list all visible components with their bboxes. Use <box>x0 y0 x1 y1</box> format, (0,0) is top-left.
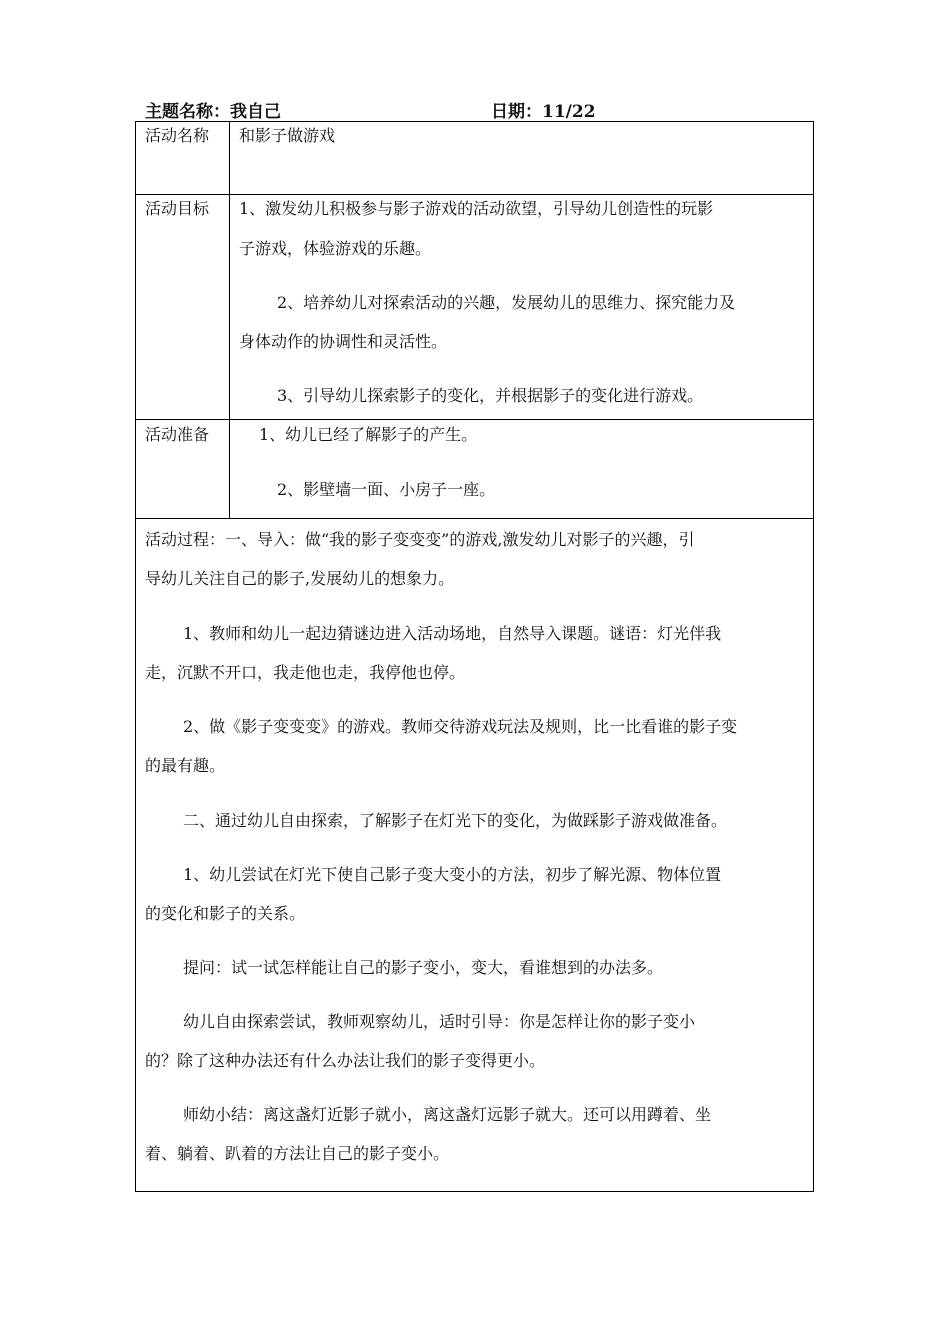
process-line: 提问：试一试怎样能让自己的影子变小，变大，看谁想到的办法多。 <box>183 958 664 977</box>
process-line: 二、通过幼儿自由探索，了解影子在灯光下的变化，为做踩影子游戏做准备。 <box>183 811 728 830</box>
prep-line: 1、幼儿已经了解影子的产生。 <box>259 425 478 444</box>
process-line: 幼儿自由探索尝试，教师观察幼儿，适时引导：你是怎样让你的影子变小 <box>183 1012 696 1031</box>
goal-line: 3、引导幼儿探索影子的变化，并根据影子的变化进行游戏。 <box>277 386 704 405</box>
topic-title: 主题名称：我自己 <box>145 102 281 122</box>
process-line: 1、教师和幼儿一起边猜谜边进入活动场地，自然导入课题。谜语：灯光伴我 <box>183 624 722 643</box>
process-line: 着、躺着、趴着的方法让自己的影子变小。 <box>145 1144 450 1163</box>
row-divider <box>136 518 813 519</box>
goal-line: 子游戏，体验游戏的乐趣。 <box>239 239 432 258</box>
goals-label: 活动目标 <box>145 199 210 218</box>
process-line: 走，沉默不开口，我走他也走，我停他也停。 <box>145 663 466 682</box>
goal-line: 1、激发幼儿积极参与影子游戏的活动欲望，引导幼儿创造性的玩影 <box>239 199 714 218</box>
process-line: 的最有趣。 <box>145 756 226 775</box>
process-line: 的？除了这种办法还有什么办法让我们的影子变得更小。 <box>145 1051 546 1070</box>
name-label: 活动名称 <box>145 126 210 145</box>
process-line: 师幼小结：离这盏灯近影子就小，离这盏灯远影子就大。还可以用蹲着、坐 <box>183 1105 712 1124</box>
activity-name: 和影子做游戏 <box>239 126 336 145</box>
date-label: 日期：11/22 <box>491 102 596 122</box>
process-line: 导幼儿关注自己的影子,发展幼儿的想象力。 <box>145 569 455 588</box>
lesson-plan-table <box>135 121 814 1192</box>
goal-line: 身体动作的协调性和灵活性。 <box>239 332 448 351</box>
process-line: 的变化和影子的关系。 <box>145 904 306 923</box>
prep-label: 活动准备 <box>145 425 210 444</box>
process-line: 1、幼儿尝试在灯光下使自己影子变大变小的方法，初步了解光源、物体位置 <box>183 865 722 884</box>
goal-line: 2、培养幼儿对探索活动的兴趣，发展幼儿的思维力、探究能力及 <box>277 293 736 312</box>
process-line: 活动过程：一、导入：做“我的影子变变变”的游戏,激发幼儿对影子的兴趣，引 <box>145 530 695 549</box>
column-divider <box>229 122 230 519</box>
process-line: 2、做《影子变变变》的游戏。教师交待游戏玩法及规则，比一比看谁的影子变 <box>183 717 738 736</box>
prep-line: 2、影壁墙一面、小房子一座。 <box>277 480 496 499</box>
